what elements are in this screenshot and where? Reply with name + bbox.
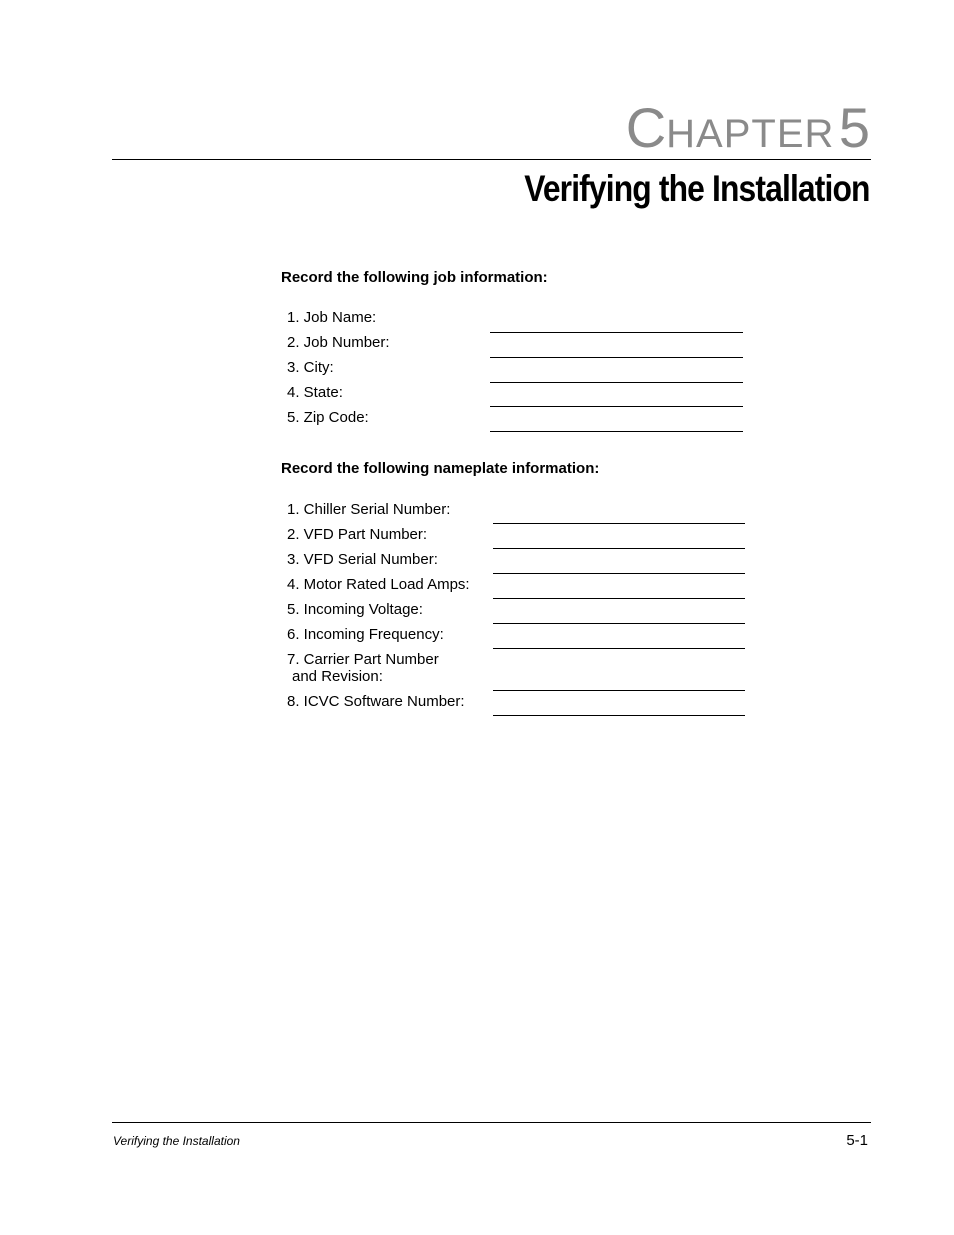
job-number-line[interactable] — [490, 357, 743, 358]
incoming-voltage-line[interactable] — [493, 623, 745, 624]
chiller-serial-line[interactable] — [493, 523, 745, 524]
icvc-software-label: 8. ICVC Software Number: — [287, 693, 465, 710]
chapter-label — [625, 96, 870, 159]
nameplate-section-heading: Record the following nameplate information: — [281, 460, 600, 477]
city-line[interactable] — [490, 382, 743, 383]
carrier-part-label-line2: and Revision: — [292, 668, 383, 685]
header-rule — [112, 159, 871, 160]
state-label: 4. State: — [287, 384, 343, 401]
job-number-label: 2. Job Number: — [287, 334, 390, 351]
page-title: Verifying the Installation — [524, 168, 870, 209]
motor-rla-label: 4. Motor Rated Load Amps: — [287, 576, 470, 593]
zip-code-line[interactable] — [490, 431, 743, 432]
zip-code-label: 5. Zip Code: — [287, 409, 369, 426]
vfd-part-label: 2. VFD Part Number: — [287, 526, 428, 543]
footer-rule — [112, 1122, 871, 1123]
chapter-word: HAPTER — [666, 112, 835, 156]
icvc-software-line[interactable] — [493, 715, 745, 716]
carrier-part-label-line1: 7. Carrier Part Number — [287, 651, 439, 668]
footer-title: Verifying the Installation — [113, 1134, 240, 1148]
carrier-part-label — [287, 651, 439, 685]
vfd-part-line[interactable] — [493, 548, 745, 549]
incoming-voltage-label: 5. Incoming Voltage: — [287, 601, 423, 618]
vfd-serial-label: 3. VFD Serial Number: — [287, 551, 438, 568]
incoming-frequency-label: 6. Incoming Frequency: — [287, 626, 444, 643]
state-line[interactable] — [490, 406, 743, 407]
motor-rla-line[interactable] — [493, 598, 745, 599]
chiller-serial-label: 1. Chiller Serial Number: — [287, 501, 451, 518]
city-label: 3. City: — [287, 359, 334, 376]
chapter-initial: C — [625, 96, 667, 159]
page-number: 5-1 — [846, 1132, 868, 1149]
carrier-part-line[interactable] — [493, 690, 745, 691]
chapter-number: 5 — [838, 96, 870, 159]
incoming-frequency-line[interactable] — [493, 648, 745, 649]
job-name-line[interactable] — [490, 332, 743, 333]
job-name-label: 1. Job Name: — [287, 309, 377, 326]
vfd-serial-line[interactable] — [493, 573, 745, 574]
job-section-heading: Record the following job information: — [281, 269, 548, 286]
